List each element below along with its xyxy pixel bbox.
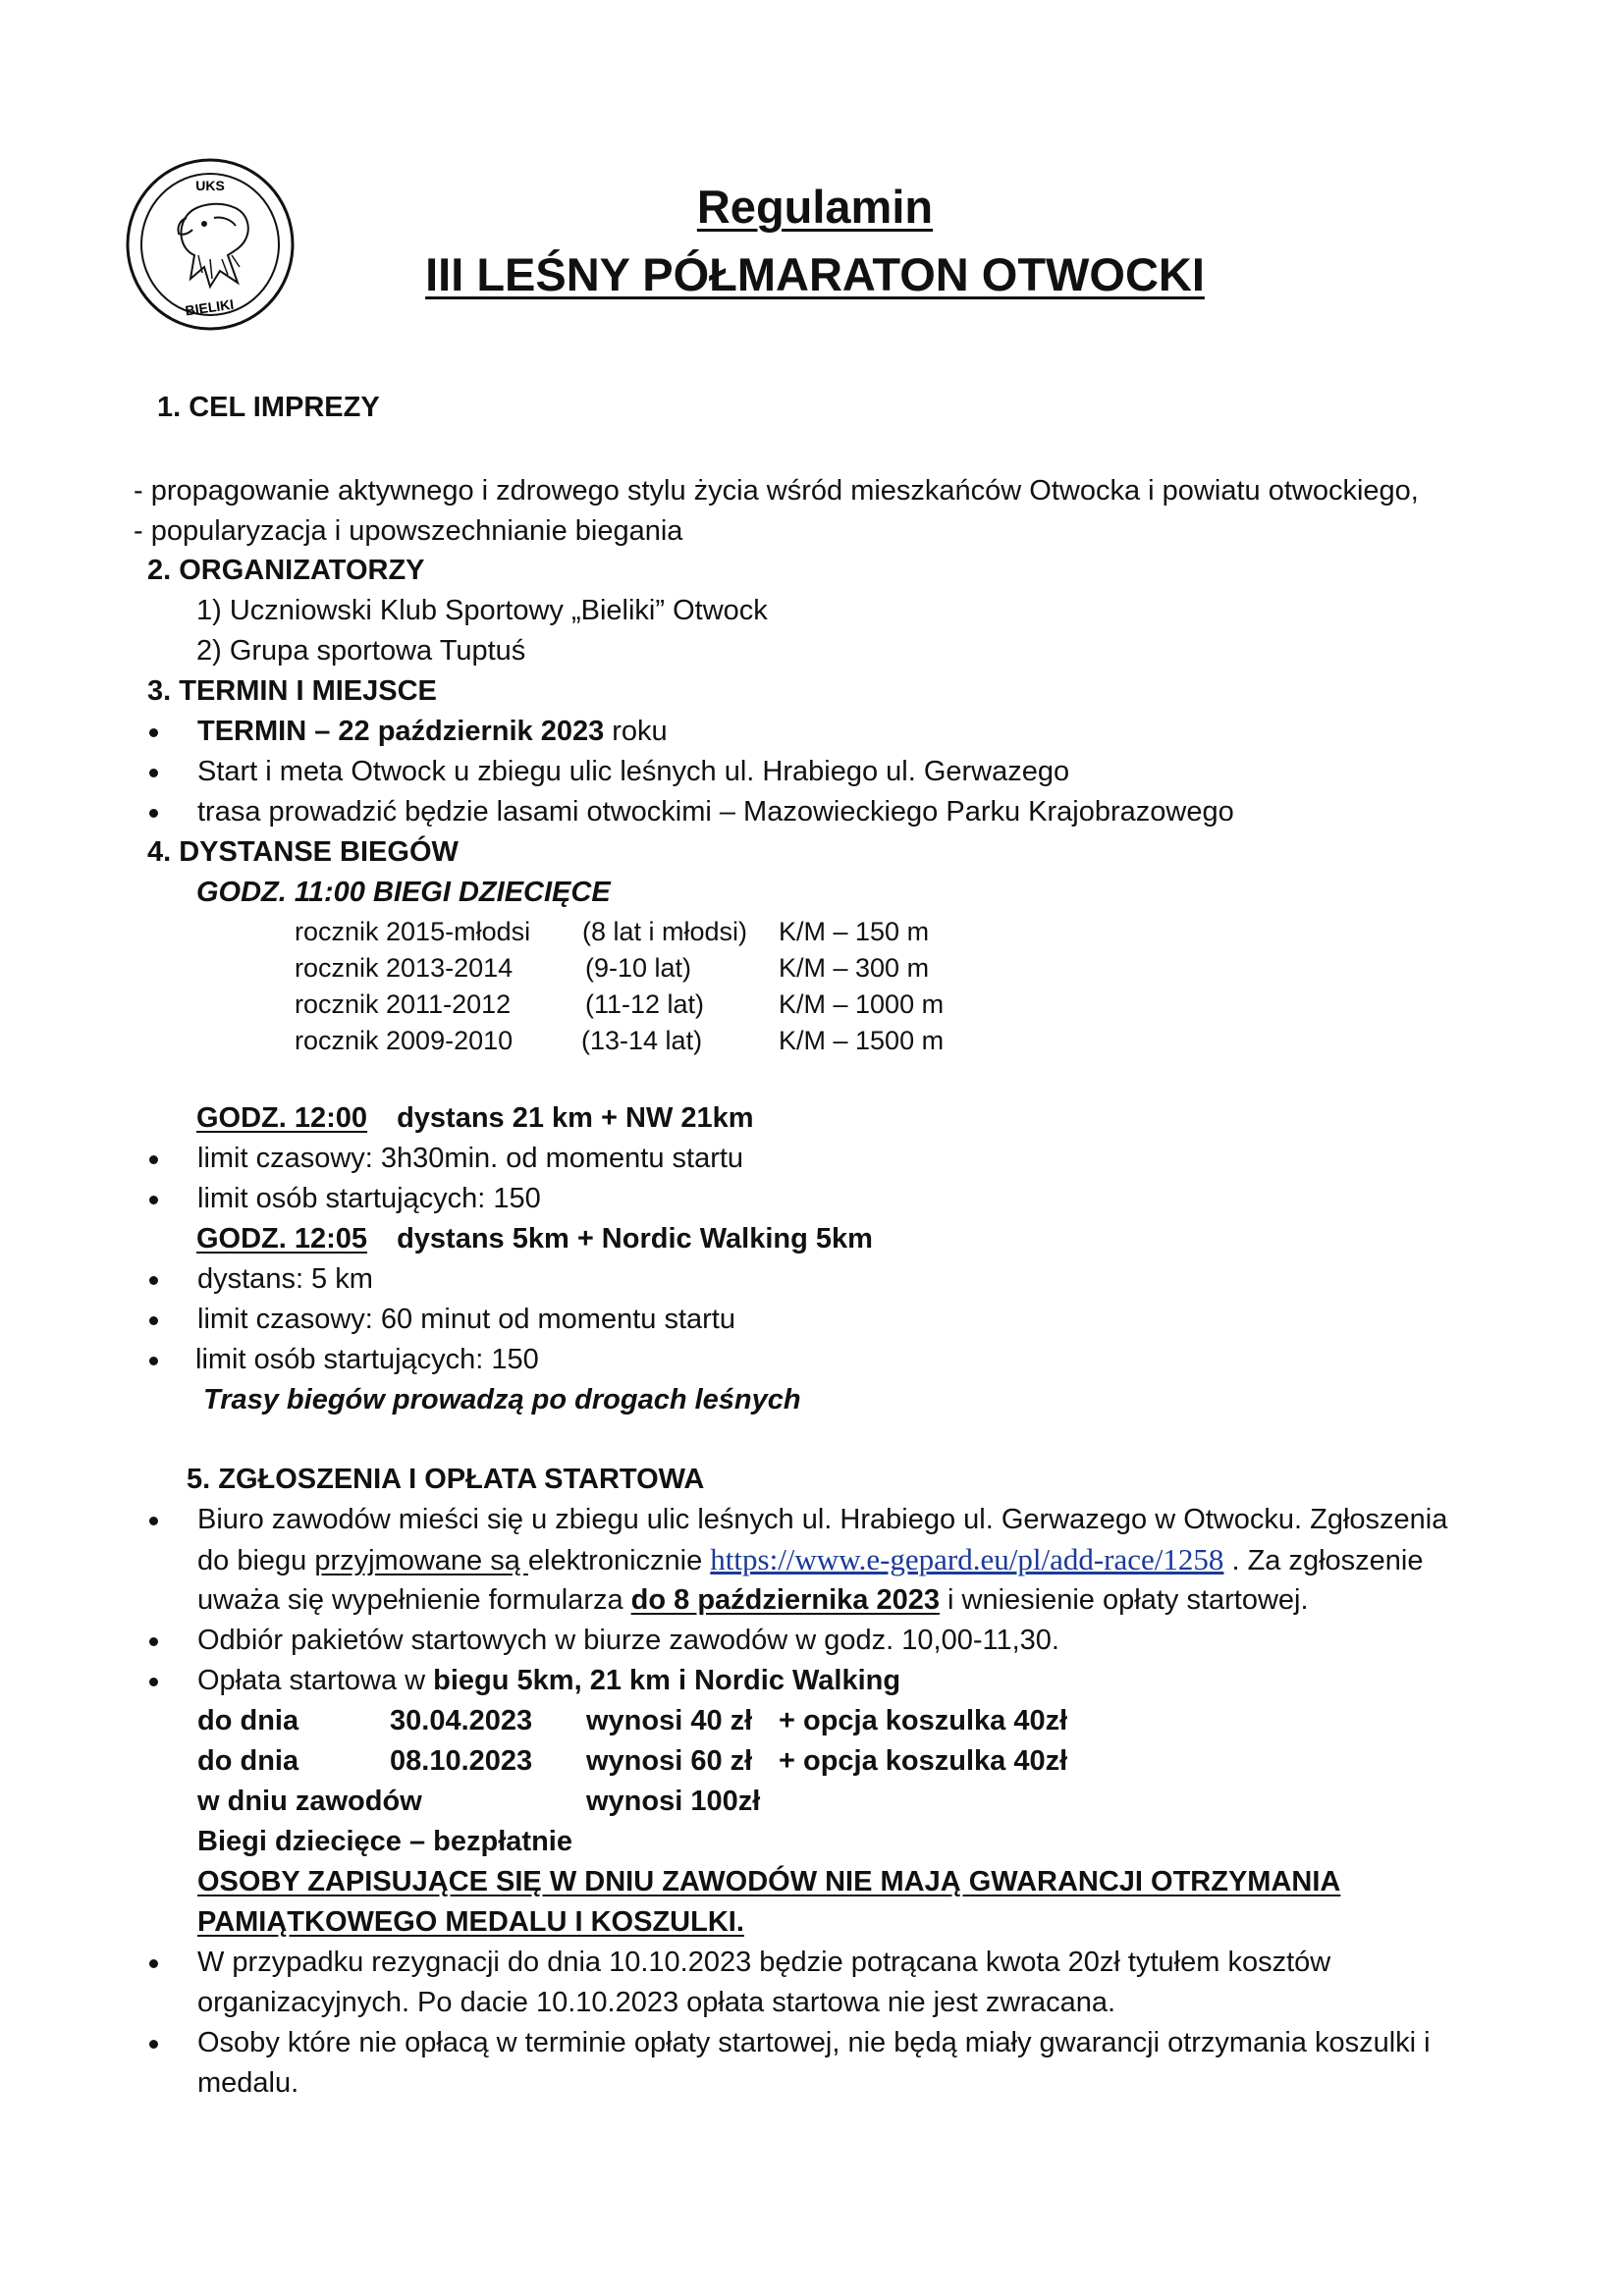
warning-line-2: PAMIĄTKOWEGO MEDALU I KOSZULKI. [197,1906,744,1938]
fee-label: w dniu zawodów [197,1786,422,1817]
club-logo [126,157,295,332]
bullet-icon [149,1155,158,1164]
race-5km-distance: dystans: 5 km [197,1263,373,1295]
resignation-line-2: organizacyjnych. Po dacie 10.10.2023 opłata startowa nie jest zwracana. [197,1987,1116,2018]
fee-amount: wynosi 40 zł [586,1705,753,1736]
office-line-1: Biuro zawodów mieści się u zbiegu ulic leśnych ul. Hrabiego ul. Gerwazego w Otwocku. Zgłoszenia [197,1504,1448,1535]
kids-age: (8 lat i młodsi) [582,917,748,946]
resignation-line-1: W przypadku rezygnacji do dnia 10.10.2023 będzie potrącana kwota 20zł tytułem kosztów [197,1947,1331,1978]
packets-line: Odbiór pakietów startowych w biurze zawodów w godz. 10,00-11,30. [197,1625,1059,1656]
fee-date: 30.04.2023 [390,1705,533,1736]
kids-year: rocznik 2015-młodsi [295,917,531,946]
eagle-logo-icon [126,157,295,332]
bullet-icon [149,2040,158,2049]
fee-label: do dnia [197,1705,299,1736]
bullet-icon [149,769,158,777]
kids-age: (11-12 lat) [585,989,705,1019]
bullet-icon [149,1678,158,1686]
kids-distance: K/M – 150 m [779,917,930,946]
race-21km-limit-people: limit osób startujących: 150 [197,1183,541,1214]
kids-year: rocznik 2011-2012 [295,989,512,1019]
kids-year: rocznik 2013-2014 [295,953,514,983]
race-5km-heading: GODZ. 12:05 dystans 5km + Nordic Walking 5km [196,1223,873,1255]
kids-year: rocznik 2009-2010 [295,1026,514,1055]
section-3-heading: 3. TERMIN I MIEJSCE [147,675,437,707]
svg-text:BIELIKI: BIELIKI [184,295,236,319]
fee-date: 08.10.2023 [390,1745,533,1777]
unpaid-line-1: Osoby które nie opłacą w terminie opłaty startowej, nie będą miały gwarancji otrzymania koszulki i [197,2027,1431,2058]
section-1-line: - propagowanie aktywnego i zdrowego stylu życia wśród mieszkańców Otwocka i powiatu otwockiego, [134,475,1419,507]
route-line: trasa prowadzić będzie lasami otwockimi – Mazowieckiego Parku Krajobrazowego [197,796,1234,828]
bullet-icon [149,809,158,818]
kids-distance: K/M – 300 m [779,953,930,983]
organizer-item: 2) Grupa sportowa Tuptuś [196,635,526,667]
kids-distance: K/M – 1000 m [779,989,945,1019]
bullet-icon [149,1316,158,1325]
bullet-icon [149,1637,158,1646]
kids-free-line: Biegi dziecięce – bezpłatnie [197,1826,572,1857]
section-1-line: - popularyzacja i upowszechnianie biegania [134,515,683,547]
race-21km-heading: GODZ. 12:00 dystans 21 km + NW 21km [196,1102,754,1134]
svg-text:UKS: UKS [195,178,225,193]
registration-link[interactable]: https://www.e-gepard.eu/pl/add-race/1258 [710,1542,1224,1576]
section-2-heading: 2. ORGANIZATORZY [147,555,425,586]
bullet-icon [149,1959,158,1968]
fee-amount: wynosi 60 zł [586,1745,753,1777]
bullet-icon [149,728,158,737]
fee-amount: wynosi 100zł [586,1786,761,1817]
fee-label: do dnia [197,1745,299,1777]
section-5-heading: 5. ZGŁOSZENIA I OPŁATA STARTOWA [187,1464,705,1495]
doc-title-line2: III LEŚNY PÓŁMARATON OTWOCKI [425,248,1205,300]
office-line-3: uważa się wypełnienie formularza do 8 października 2023 i wniesienie opłaty startowej. [197,1584,1309,1616]
bullet-icon [149,1276,158,1285]
term-line: TERMIN – 22 październik 2023 roku [197,716,668,747]
bullet-icon [149,1357,158,1365]
kids-age: (13-14 lat) [581,1026,703,1055]
office-line-2: do biegu przyjmowane są elektronicznie https://www.e-gepard.eu/pl/add-race/1258 . Za zgłoszenie [197,1542,1424,1576]
doc-title-line1: Regulamin [696,181,934,233]
race-5km-limit-time: limit czasowy: 60 minut od momentu startu [197,1304,735,1335]
fee-intro: Opłata startowa w biegu 5km, 21 km i Nordic Walking [197,1665,901,1696]
routes-note: Trasy biegów prowadzą po drogach leśnych [203,1384,801,1415]
section-4-heading: 4. DYSTANSE BIEGÓW [147,836,459,868]
warning-line-1: OSOBY ZAPISUJĄCE SIĘ W DNIU ZAWODÓW NIE MAJĄ GWARANCJI OTRZYMANIA [197,1866,1341,1897]
kids-age: (9-10 lat) [585,953,692,983]
start-line: Start i meta Otwock u zbiegu ulic leśnych ul. Hrabiego ul. Gerwazego [197,756,1070,787]
fee-extra: + opcja koszulka 40zł [779,1745,1068,1777]
unpaid-line-2: medalu. [197,2067,299,2099]
race-21km-limit-time: limit czasowy: 3h30min. od momentu startu [197,1143,744,1174]
bullet-icon [149,1196,158,1204]
kids-distance: K/M – 1500 m [779,1026,945,1055]
kids-heading: GODZ. 11:00 BIEGI DZIECIĘCE [196,877,611,908]
race-5km-limit-people: limit osób startujących: 150 [195,1344,539,1375]
fee-extra: + opcja koszulka 40zł [779,1705,1068,1736]
bullet-icon [149,1517,158,1525]
organizer-item: 1) Uczniowski Klub Sportowy „Bieliki” Otwock [196,595,768,626]
section-1-heading: 1. CEL IMPREZY [157,392,380,423]
